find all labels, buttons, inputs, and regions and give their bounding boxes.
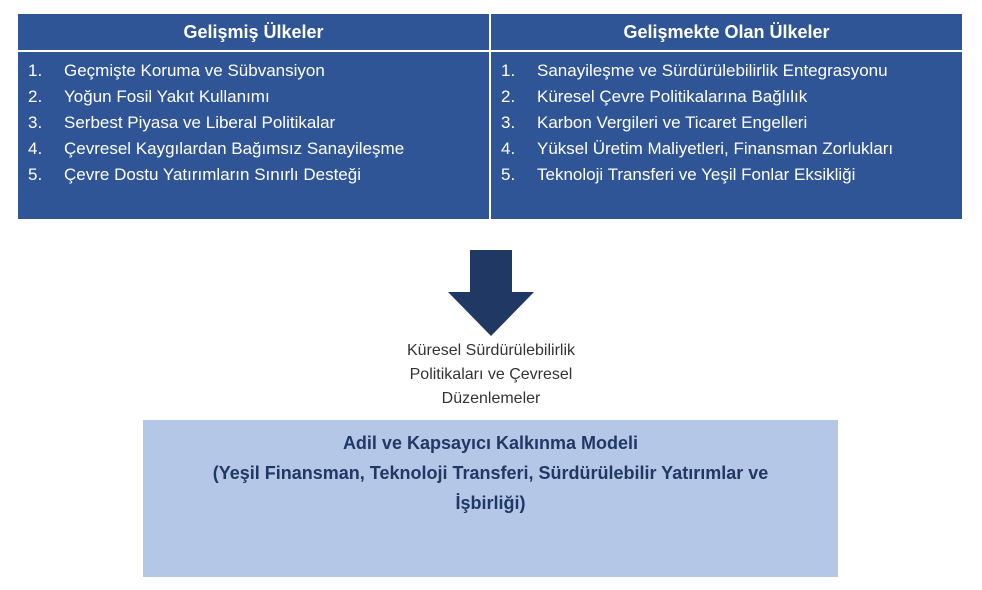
list-item bbox=[501, 110, 962, 136]
developing-countries-header: Gelişmekte Olan Ülkeler bbox=[491, 14, 962, 50]
arrow-caption bbox=[341, 339, 641, 411]
item-text: Yüksel Üretim Maliyetleri, Finansman Zorlukları bbox=[537, 139, 894, 158]
item-number: 5. bbox=[28, 165, 43, 184]
item-text: Geçmişte Koruma ve Sübvansiyon bbox=[64, 61, 325, 80]
item-number: 4. bbox=[28, 139, 43, 158]
item-number: 3. bbox=[501, 113, 516, 132]
item-text: Küresel Çevre Politikalarına Bağlılık bbox=[537, 87, 808, 106]
developing-countries-list bbox=[491, 52, 962, 188]
developing-countries-body bbox=[491, 52, 962, 219]
developing-countries-column bbox=[491, 14, 962, 219]
list-item bbox=[28, 58, 489, 84]
development-model-text bbox=[143, 428, 838, 518]
item-number: 2. bbox=[28, 87, 43, 106]
item-text: Teknoloji Transferi ve Yeşil Fonlar Eksikliği bbox=[537, 165, 856, 184]
item-text: Sanayileşme ve Sürdürülebilirlik Entegrasyonu bbox=[537, 61, 888, 80]
comparison-table bbox=[18, 14, 962, 219]
down-arrow-icon bbox=[448, 250, 534, 336]
list-item bbox=[28, 110, 489, 136]
item-text: Çevre Dostu Yatırımların Sınırlı Desteği bbox=[64, 165, 361, 184]
developed-countries-body bbox=[18, 52, 489, 219]
item-number: 1. bbox=[501, 61, 516, 80]
item-text: Çevresel Kaygılardan Bağımsız Sanayileşme bbox=[64, 139, 405, 158]
developed-countries-list bbox=[18, 52, 489, 188]
list-item bbox=[501, 162, 962, 188]
item-number: 4. bbox=[501, 139, 516, 158]
model-subtitle-line: İşbirliği) bbox=[455, 493, 526, 513]
model-subtitle-line: (Yeşil Finansman, Teknoloji Transferi, Sürdürülebilir Yatırımlar ve bbox=[212, 463, 769, 483]
arrow-caption-line: Düzenlemeler bbox=[441, 390, 541, 407]
list-item bbox=[501, 84, 962, 110]
item-text: Yoğun Fosil Yakıt Kullanımı bbox=[64, 87, 270, 106]
down-arrow-shape bbox=[448, 250, 534, 336]
item-text: Karbon Vergileri ve Ticaret Engelleri bbox=[537, 113, 808, 132]
list-item bbox=[28, 162, 489, 188]
item-number: 3. bbox=[28, 113, 43, 132]
development-model-box bbox=[143, 420, 838, 577]
list-item bbox=[28, 84, 489, 110]
arrow-caption-line: Politikaları ve Çevresel bbox=[409, 366, 573, 383]
arrow-caption-line: Küresel Sürdürülebilirlik bbox=[406, 342, 576, 359]
list-item bbox=[28, 136, 489, 162]
item-number: 5. bbox=[501, 165, 516, 184]
list-item bbox=[501, 58, 962, 84]
list-item bbox=[501, 136, 962, 162]
item-number: 2. bbox=[501, 87, 516, 106]
item-text: Serbest Piyasa ve Liberal Politikalar bbox=[64, 113, 336, 132]
item-number: 1. bbox=[28, 61, 43, 80]
developed-countries-header: Gelişmiş Ülkeler bbox=[18, 14, 489, 50]
developed-countries-column bbox=[18, 14, 489, 219]
model-title: Adil ve Kapsayıcı Kalkınma Modeli bbox=[342, 433, 639, 453]
